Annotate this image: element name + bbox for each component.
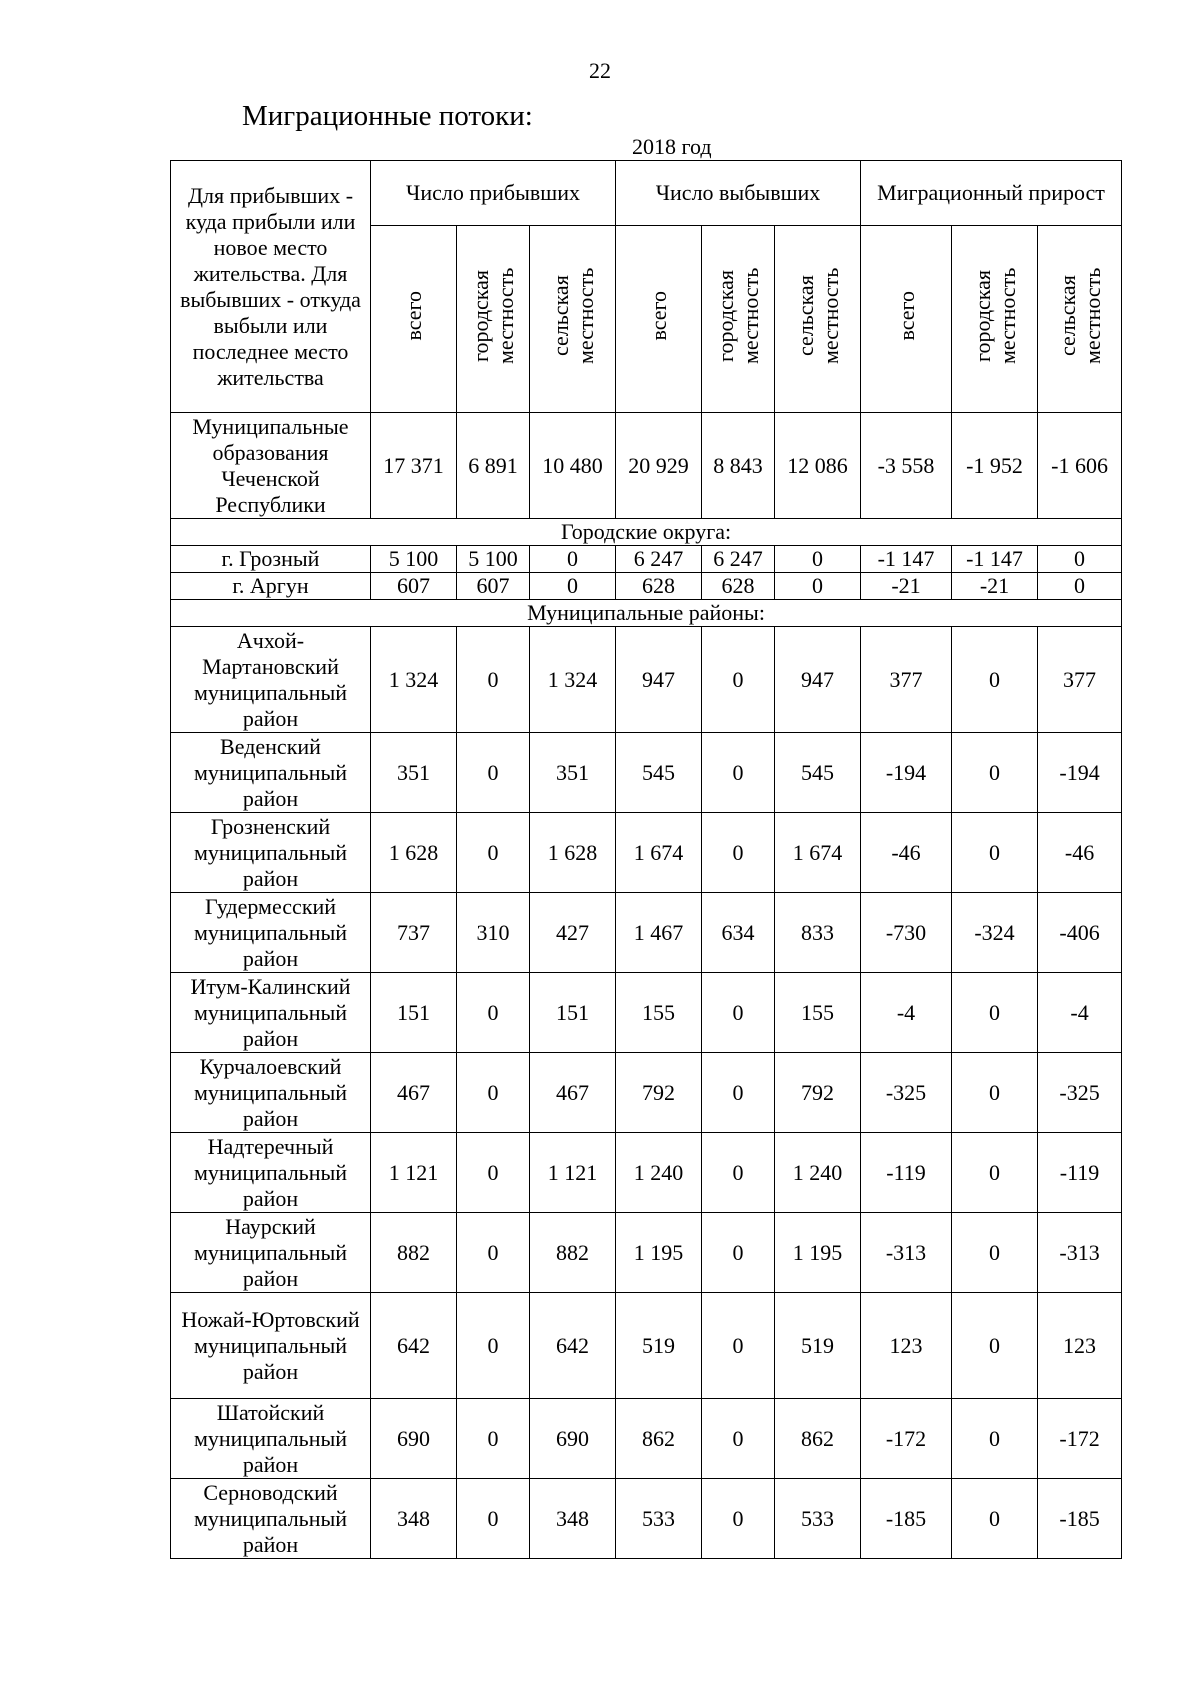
- table-row: [171, 733, 1122, 813]
- value-cell: 1 195: [775, 1213, 861, 1293]
- table-row: [171, 813, 1122, 893]
- header-sub: городская местность: [702, 226, 775, 413]
- value-cell: 0: [1038, 573, 1122, 600]
- value-cell: 947: [616, 627, 702, 733]
- value-cell: 0: [952, 1133, 1038, 1213]
- value-cell: 947: [775, 627, 861, 733]
- migration-table: [170, 160, 1122, 1559]
- value-cell: 690: [530, 1399, 616, 1479]
- value-cell: -313: [861, 1213, 952, 1293]
- table-row: [171, 1133, 1122, 1213]
- region-name: Ножай-Юртовский муниципальный район: [171, 1293, 371, 1399]
- value-cell: 862: [775, 1399, 861, 1479]
- value-cell: 533: [616, 1479, 702, 1559]
- value-cell: -313: [1038, 1213, 1122, 1293]
- section-municipal-districts: Муниципальные районы:: [171, 600, 1122, 627]
- header-sub: городская местность: [952, 226, 1038, 413]
- value-cell: 0: [952, 733, 1038, 813]
- value-cell: 348: [530, 1479, 616, 1559]
- value-cell: -325: [861, 1053, 952, 1133]
- value-cell: 0: [457, 813, 530, 893]
- region-name: Серноводский муниципальный район: [171, 1479, 371, 1559]
- value-cell: 628: [702, 573, 775, 600]
- value-cell: 882: [530, 1213, 616, 1293]
- value-cell: 690: [371, 1399, 457, 1479]
- header-sub: сельская местность: [775, 226, 861, 413]
- value-cell: 348: [371, 1479, 457, 1559]
- section-row: [171, 600, 1122, 627]
- value-cell: -172: [861, 1399, 952, 1479]
- table-row: [171, 573, 1122, 600]
- region-name: Грозненский муниципальный район: [171, 813, 371, 893]
- value-cell: 545: [775, 733, 861, 813]
- section-urban-districts: Городские округа:: [171, 519, 1122, 546]
- region-name: Наурский муниципальный район: [171, 1213, 371, 1293]
- value-cell: 123: [1038, 1293, 1122, 1399]
- value-cell: 0: [702, 627, 775, 733]
- value-cell: 0: [457, 627, 530, 733]
- value-cell: 0: [952, 1053, 1038, 1133]
- header-arrived: Число прибывших: [371, 161, 616, 226]
- value-cell: 792: [775, 1053, 861, 1133]
- value-cell: 6 247: [616, 546, 702, 573]
- value-cell: 1 121: [530, 1133, 616, 1213]
- value-cell: 20 929: [616, 413, 702, 519]
- section-row: [171, 519, 1122, 546]
- value-cell: -172: [1038, 1399, 1122, 1479]
- value-cell: 0: [952, 1293, 1038, 1399]
- value-cell: 533: [775, 1479, 861, 1559]
- value-cell: 642: [371, 1293, 457, 1399]
- value-cell: 310: [457, 893, 530, 973]
- value-cell: 0: [952, 813, 1038, 893]
- value-cell: 0: [457, 973, 530, 1053]
- table-row: [171, 1213, 1122, 1293]
- value-cell: 5 100: [371, 546, 457, 573]
- region-name: Муниципальные образования Чеченской Республики: [171, 413, 371, 519]
- value-cell: 882: [371, 1213, 457, 1293]
- value-cell: 351: [530, 733, 616, 813]
- value-cell: 377: [1038, 627, 1122, 733]
- value-cell: 0: [457, 733, 530, 813]
- value-cell: 0: [702, 1399, 775, 1479]
- value-cell: -4: [1038, 973, 1122, 1053]
- value-cell: 519: [616, 1293, 702, 1399]
- value-cell: -21: [952, 573, 1038, 600]
- region-name: г. Аргун: [171, 573, 371, 600]
- value-cell: 0: [702, 973, 775, 1053]
- value-cell: -4: [861, 973, 952, 1053]
- value-cell: 0: [702, 1213, 775, 1293]
- region-name: Курчалоевский муниципальный район: [171, 1053, 371, 1133]
- value-cell: 0: [702, 1133, 775, 1213]
- value-cell: 0: [457, 1293, 530, 1399]
- value-cell: -1 147: [861, 546, 952, 573]
- value-cell: 642: [530, 1293, 616, 1399]
- value-cell: 0: [775, 573, 861, 600]
- region-name: Гудермесский муниципальный район: [171, 893, 371, 973]
- value-cell: -3 558: [861, 413, 952, 519]
- value-cell: 351: [371, 733, 457, 813]
- table-row: [171, 1479, 1122, 1559]
- value-cell: 0: [952, 1479, 1038, 1559]
- value-cell: 634: [702, 893, 775, 973]
- year-caption: 2018 год: [632, 134, 712, 159]
- header-sub: всего: [371, 226, 457, 413]
- value-cell: -119: [861, 1133, 952, 1213]
- value-cell: -1 147: [952, 546, 1038, 573]
- value-cell: 0: [702, 813, 775, 893]
- value-cell: -119: [1038, 1133, 1122, 1213]
- region-name: Надтеречный муниципальный район: [171, 1133, 371, 1213]
- value-cell: 545: [616, 733, 702, 813]
- value-cell: 1 324: [371, 627, 457, 733]
- table-row: [171, 1399, 1122, 1479]
- value-cell: -1 606: [1038, 413, 1122, 519]
- table-row: [171, 627, 1122, 733]
- header-departed: Число выбывших: [616, 161, 861, 226]
- value-cell: 0: [530, 546, 616, 573]
- value-cell: 467: [530, 1053, 616, 1133]
- value-cell: 0: [952, 1399, 1038, 1479]
- value-cell: 792: [616, 1053, 702, 1133]
- value-cell: 1 467: [616, 893, 702, 973]
- header-sub: всего: [616, 226, 702, 413]
- value-cell: 1 674: [775, 813, 861, 893]
- value-cell: 0: [702, 1293, 775, 1399]
- value-cell: 0: [775, 546, 861, 573]
- value-cell: 0: [702, 1053, 775, 1133]
- value-cell: 607: [371, 573, 457, 600]
- value-cell: 1 240: [616, 1133, 702, 1213]
- value-cell: 737: [371, 893, 457, 973]
- value-cell: 519: [775, 1293, 861, 1399]
- value-cell: 628: [616, 573, 702, 600]
- value-cell: 0: [702, 1479, 775, 1559]
- value-cell: 155: [616, 973, 702, 1053]
- value-cell: -194: [861, 733, 952, 813]
- value-cell: 607: [457, 573, 530, 600]
- value-cell: -406: [1038, 893, 1122, 973]
- table-row: [171, 973, 1122, 1053]
- header-row-groups: [171, 161, 1122, 226]
- value-cell: 6 247: [702, 546, 775, 573]
- header-sub: городская местность: [457, 226, 530, 413]
- value-cell: 1 628: [530, 813, 616, 893]
- value-cell: 1 240: [775, 1133, 861, 1213]
- table-row: [171, 546, 1122, 573]
- value-cell: 377: [861, 627, 952, 733]
- value-cell: 1 628: [371, 813, 457, 893]
- value-cell: 0: [457, 1053, 530, 1133]
- value-cell: 1 674: [616, 813, 702, 893]
- value-cell: 17 371: [371, 413, 457, 519]
- value-cell: -324: [952, 893, 1038, 973]
- value-cell: 151: [530, 973, 616, 1053]
- table-row: [171, 893, 1122, 973]
- value-cell: 0: [457, 1479, 530, 1559]
- value-cell: -1 952: [952, 413, 1038, 519]
- value-cell: 0: [952, 973, 1038, 1053]
- header-sub: всего: [861, 226, 952, 413]
- header-sub: сельская местность: [530, 226, 616, 413]
- value-cell: 1 324: [530, 627, 616, 733]
- value-cell: -46: [1038, 813, 1122, 893]
- value-cell: 5 100: [457, 546, 530, 573]
- value-cell: 0: [1038, 546, 1122, 573]
- value-cell: 0: [952, 627, 1038, 733]
- value-cell: 0: [952, 1213, 1038, 1293]
- value-cell: -325: [1038, 1053, 1122, 1133]
- value-cell: 0: [457, 1133, 530, 1213]
- value-cell: -21: [861, 573, 952, 600]
- value-cell: 0: [530, 573, 616, 600]
- header-region: Для прибывших - куда прибыли или новое место жительства. Для выбывших - откуда выбыли или последнее место жительства: [171, 161, 371, 413]
- page-number: 22: [589, 58, 611, 83]
- value-cell: 151: [371, 973, 457, 1053]
- value-cell: 10 480: [530, 413, 616, 519]
- value-cell: 0: [702, 733, 775, 813]
- header-sub: сельская местность: [1038, 226, 1122, 413]
- value-cell: 467: [371, 1053, 457, 1133]
- region-name: Итум-Калинский муниципальный район: [171, 973, 371, 1053]
- region-name: Ачхой-Мартановский муниципальный район: [171, 627, 371, 733]
- value-cell: 427: [530, 893, 616, 973]
- value-cell: 8 843: [702, 413, 775, 519]
- value-cell: 0: [457, 1399, 530, 1479]
- value-cell: 123: [861, 1293, 952, 1399]
- region-name: Веденский муниципальный район: [171, 733, 371, 813]
- value-cell: -730: [861, 893, 952, 973]
- table-row: [171, 1053, 1122, 1133]
- page-title: Миграционные потоки:: [242, 100, 533, 132]
- value-cell: -185: [861, 1479, 952, 1559]
- table-row: [171, 1293, 1122, 1399]
- value-cell: 1 195: [616, 1213, 702, 1293]
- value-cell: 155: [775, 973, 861, 1053]
- value-cell: 6 891: [457, 413, 530, 519]
- value-cell: -46: [861, 813, 952, 893]
- header-growth: Миграционный прирост: [861, 161, 1122, 226]
- value-cell: 833: [775, 893, 861, 973]
- value-cell: -194: [1038, 733, 1122, 813]
- table-row-total: [171, 413, 1122, 519]
- value-cell: 862: [616, 1399, 702, 1479]
- table-body: [171, 161, 1122, 1559]
- value-cell: -185: [1038, 1479, 1122, 1559]
- region-name: Шатойский муниципальный район: [171, 1399, 371, 1479]
- region-name: г. Грозный: [171, 546, 371, 573]
- value-cell: 0: [457, 1213, 530, 1293]
- value-cell: 12 086: [775, 413, 861, 519]
- value-cell: 1 121: [371, 1133, 457, 1213]
